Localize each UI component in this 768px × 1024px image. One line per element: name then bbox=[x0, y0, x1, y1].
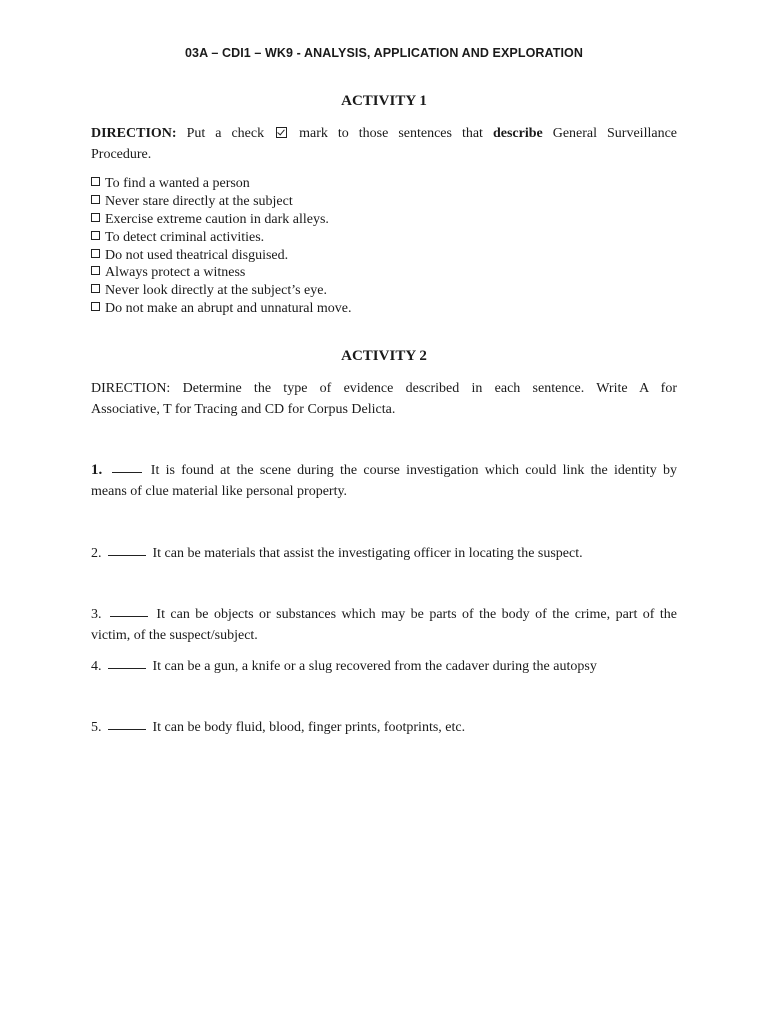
checklist-item-label: Always protect a witness bbox=[105, 265, 246, 281]
activity-2-title: ACTIVITY 2 bbox=[341, 348, 427, 364]
activity-2-direction bbox=[91, 378, 677, 420]
answer-blank[interactable] bbox=[108, 717, 146, 730]
document-header-title: 03A – CDI1 – WK9 - ANALYSIS, APPLICATION AND EXPLORATION bbox=[184, 46, 583, 60]
direction-text-part3: General Surveillance bbox=[552, 126, 677, 141]
checklist-item-label: Never look directly at the subject’s eye. bbox=[105, 283, 327, 299]
checklist-item-label: To find a wanted a person bbox=[105, 176, 250, 191]
question-text-line2: victim, of the suspect/subject. bbox=[91, 628, 258, 643]
answer-blank[interactable] bbox=[108, 543, 146, 556]
checklist-item[interactable] bbox=[91, 193, 677, 211]
question-text: It can be materials that assist the investigating officer in locating the suspect. bbox=[152, 546, 583, 561]
question-text: It can be a gun, a knife or a slug recovered from the cadaver during the autopsy bbox=[152, 659, 597, 674]
checkbox-icon[interactable] bbox=[91, 266, 100, 275]
question-text: It can be body fluid, blood, finger prints, footprints, etc. bbox=[152, 720, 466, 735]
checklist-item-label: Do not make an abrupt and unnatural move. bbox=[105, 301, 352, 317]
surveillance-checklist bbox=[91, 175, 677, 318]
direction-text-part1: Put a check bbox=[186, 126, 265, 141]
direction-emphasis: describe bbox=[492, 126, 543, 141]
checkbox-icon[interactable] bbox=[91, 231, 100, 240]
question-number: 3. bbox=[91, 607, 102, 622]
checklist-item-label: Exercise extreme caution in dark alleys. bbox=[105, 211, 329, 227]
checkbox-icon[interactable] bbox=[91, 213, 100, 222]
question-text-line2: means of clue material like personal property. bbox=[91, 484, 348, 499]
question-1 bbox=[91, 460, 677, 502]
question-number: 1. bbox=[91, 462, 103, 478]
checklist-item[interactable] bbox=[91, 247, 677, 265]
checklist-item[interactable] bbox=[91, 264, 677, 282]
checklist-item[interactable] bbox=[91, 211, 677, 229]
question-number: 5. bbox=[91, 720, 102, 735]
activity-2-direction-line2: Associative, T for Tracing and CD for Corpus Delicta. bbox=[91, 402, 396, 417]
answer-blank[interactable] bbox=[108, 656, 146, 669]
checklist-item[interactable] bbox=[91, 175, 677, 193]
question-number: 4. bbox=[91, 659, 102, 674]
activity-2-direction-line1: DIRECTION: Determine the type of evidence described in each sentence. Write A for bbox=[91, 381, 677, 396]
checklist-item-label: To detect criminal activities. bbox=[105, 229, 265, 245]
checkbox-icon[interactable] bbox=[91, 302, 100, 311]
checklist-item[interactable] bbox=[91, 282, 677, 300]
answer-blank[interactable] bbox=[112, 460, 142, 473]
checklist-item-label: Do not used theatrical disguised. bbox=[105, 247, 289, 263]
question-text: It can be objects or substances which may be parts of the body of the crime, part of the bbox=[156, 607, 677, 622]
question-4 bbox=[91, 656, 677, 677]
checkbox-icon[interactable] bbox=[91, 284, 100, 293]
checkbox-icon[interactable] bbox=[91, 195, 100, 204]
answer-blank[interactable] bbox=[110, 604, 148, 617]
checklist-item-label: Never stare directly at the subject bbox=[105, 193, 293, 209]
checked-box-icon bbox=[276, 127, 287, 138]
activity-1-title: ACTIVITY 1 bbox=[341, 93, 427, 109]
question-3 bbox=[91, 604, 677, 646]
question-text: It is found at the scene during the course investigation which could link the identity by bbox=[150, 463, 678, 478]
question-2 bbox=[91, 543, 677, 564]
direction-label: DIRECTION: bbox=[91, 126, 177, 141]
direction-text-part2: mark to those sentences that bbox=[299, 126, 483, 141]
question-number: 2. bbox=[91, 546, 102, 561]
question-5 bbox=[91, 717, 677, 738]
checklist-item[interactable] bbox=[91, 300, 677, 318]
activity-1-direction bbox=[91, 123, 677, 165]
checkbox-icon[interactable] bbox=[91, 177, 100, 186]
checkbox-icon[interactable] bbox=[91, 249, 100, 258]
direction-text-line2: Procedure. bbox=[91, 147, 152, 162]
checklist-item[interactable] bbox=[91, 229, 677, 247]
